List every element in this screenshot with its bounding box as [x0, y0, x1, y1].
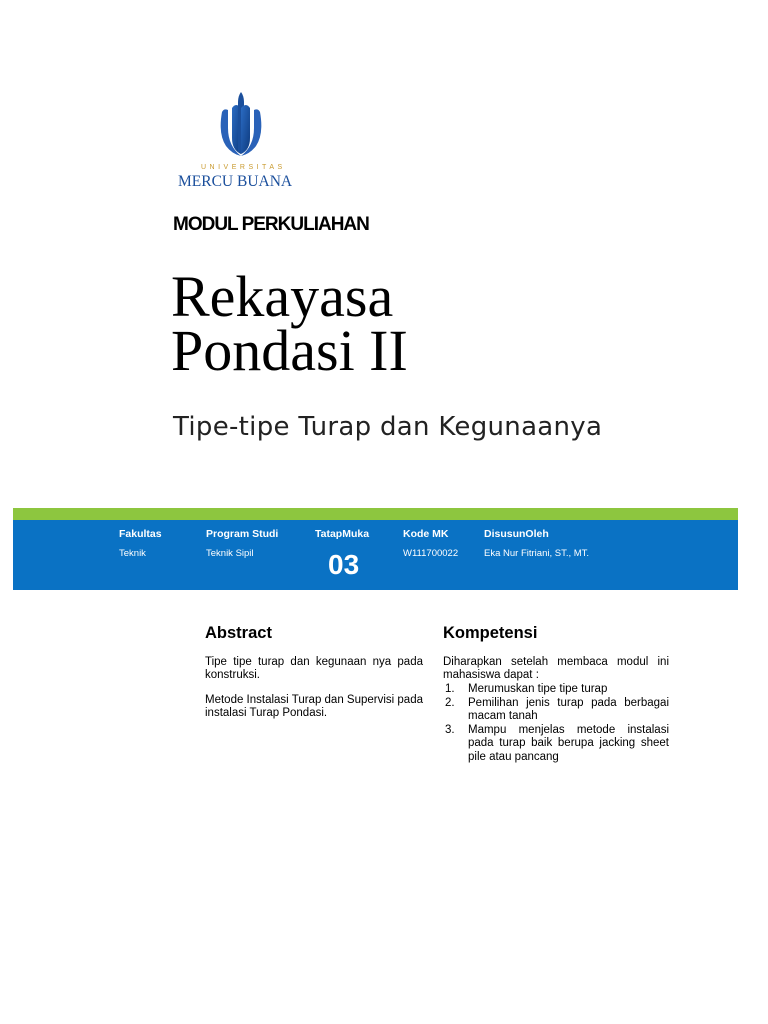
- list-item-number: 1.: [445, 683, 455, 695]
- title-line-2: Pondasi II: [171, 318, 408, 383]
- info-band: [13, 520, 738, 590]
- list-item-text: Merumuskan tipe tipe turap: [468, 683, 608, 695]
- fakultas-value: Teknik: [119, 548, 146, 559]
- prodi-label: Program Studi: [206, 528, 279, 540]
- list-item-text: Pemilihan jenis turap pada berbagai macam tanah: [468, 696, 669, 722]
- kompetensi-intro: Diharapkan setelah membaca modul ini mahasiswa dapat :: [443, 656, 669, 681]
- module-label: MODUL PERKULIAHAN: [173, 214, 369, 235]
- list-item-text: Mampu menjelas metode instalasi pada turap baik berupa jacking sheet pile atau pancang: [468, 723, 669, 763]
- page-title: [171, 264, 408, 383]
- tatapmuka-label: TatapMuka: [315, 528, 370, 540]
- tatapmuka-value: 03: [328, 549, 360, 580]
- kode-label: Kode MK: [403, 528, 449, 540]
- logo-university-name: MERCU BUANA: [178, 173, 293, 190]
- page-subtitle: Tipe-tipe Turap dan Kegunaanya: [173, 412, 603, 442]
- logo-university-label: UNIVERSITAS: [201, 164, 286, 171]
- list-item: [443, 724, 669, 765]
- title-line-1: Rekayasa: [171, 264, 394, 329]
- list-item: [443, 697, 669, 724]
- abstract-paragraph-2: Metode Instalasi Turap dan Supervisi pada instalasi Turap Pondasi.: [205, 694, 423, 719]
- kompetensi-list: [443, 683, 669, 764]
- list-item-number: 2.: [445, 696, 455, 709]
- penyusun-value: Eka Nur Fitriani, ST., MT.: [484, 548, 590, 559]
- university-logo: [173, 88, 311, 193]
- kompetensi-heading: Kompetensi: [443, 624, 538, 642]
- penyusun-label: DisusunOleh: [484, 528, 549, 540]
- logo-emblem-icon: [218, 88, 264, 160]
- abstract-paragraph-1: Tipe tipe turap dan kegunaan nya pada konstruksi.: [205, 656, 423, 681]
- kode-value: W111700022: [403, 548, 459, 559]
- green-stripe: [13, 508, 738, 520]
- prodi-value: Teknik Sipil: [206, 548, 254, 559]
- list-item: [443, 683, 669, 697]
- list-item-number: 3.: [445, 723, 455, 736]
- fakultas-label: Fakultas: [119, 528, 162, 540]
- abstract-heading: Abstract: [205, 624, 272, 642]
